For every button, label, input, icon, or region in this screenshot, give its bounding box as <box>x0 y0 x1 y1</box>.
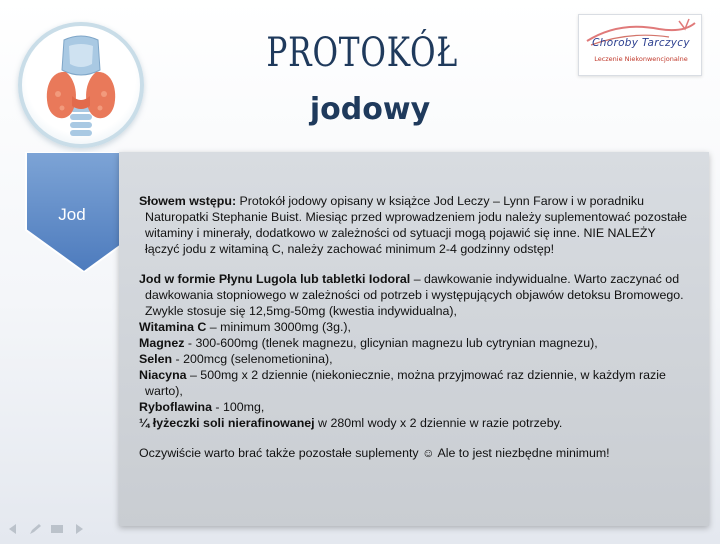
list-item <box>139 335 691 351</box>
item-label: Witamina C <box>139 320 207 334</box>
item-label: ¼ łyżeczki soli nierafinowanej <box>139 416 315 430</box>
chevron-label: Jod <box>58 205 86 224</box>
item-label: Jod w formie Płynu Lugola lub tabletki Iodoral <box>139 272 411 286</box>
brand-logo <box>578 14 702 76</box>
logo-tagline: Leczenie Niekonwencjonalne <box>594 55 688 63</box>
list-item <box>139 367 691 399</box>
item-label: Selen <box>139 352 173 366</box>
previous-icon[interactable] <box>6 522 20 534</box>
list-item <box>139 415 691 431</box>
next-icon[interactable] <box>72 522 86 534</box>
pen-icon[interactable] <box>28 522 42 534</box>
page-subtitle: jodowy <box>309 92 431 127</box>
item-text: – dawkowanie indywidualne. Warto zaczynać od dawkowania stopniowego w zależności od potrzeb i występujących objawów detoksu Bromowego. Zwykle stosuje się 12,5mg-50mg (kwestia indywidualna), <box>145 272 684 318</box>
page-title: PROTOKÓŁ <box>266 30 459 76</box>
list-item <box>139 351 691 367</box>
item-text: - 200mcg (selenometionina), <box>172 352 333 366</box>
content-text <box>139 193 691 461</box>
list-item <box>139 271 691 319</box>
item-label: Niacyna <box>139 368 187 382</box>
item-label: Ryboflawina <box>139 400 212 414</box>
item-text: w 280ml wody x 2 dziennie w razie potrzeby. <box>314 416 563 430</box>
list-item <box>139 319 691 335</box>
intro-label: Słowem wstępu: <box>139 194 237 208</box>
logo-name: Choroby Tarczycy <box>592 37 690 49</box>
thyroid-illustration <box>18 22 144 148</box>
slideshow-controls[interactable] <box>6 522 86 536</box>
intro-text: Protokół jodowy opisany w książce Jod Leczy – Lynn Farow i w poradniku Naturopatki Stephanie Buist. Miesiąc przed wprowadzeniem jodu należy suplementować pozostałe witaminy i minerały, dodatkowo w zależności od sytuacji mogą pojawić się inne. NIE NALEŻY łączyć jodu z witaminą C, należy zachować minimum 2-4 godzinny odstęp! <box>145 194 688 256</box>
closing-paragraph: Oczywiście warto brać także pozostałe suplementy ☺ Ale to jest niezbędne minimum! <box>139 446 610 460</box>
item-text: - 100mg, <box>211 400 265 414</box>
item-label: Magnez <box>139 336 185 350</box>
menu-icon[interactable] <box>50 522 64 534</box>
item-text: – 500mg x 2 dziennie (niekoniecznie, można przyjmować raz dziennie, w każdym razie warto), <box>145 368 666 398</box>
list-item <box>139 399 691 415</box>
item-text: - 300-600mg (tlenek magnezu, glicynian magnezu lub cytrynian magnezu), <box>184 336 598 350</box>
item-text: – minimum 3000mg (3g.), <box>206 320 351 334</box>
intro-paragraph <box>139 193 691 257</box>
thyroid-icon <box>22 26 140 144</box>
